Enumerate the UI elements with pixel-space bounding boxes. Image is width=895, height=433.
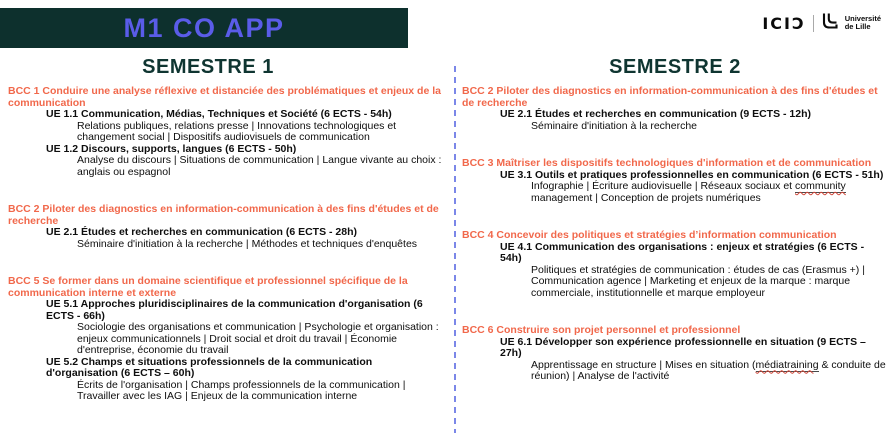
bcc-heading: BCC 6 Construire son projet personnel et professionnel	[462, 324, 741, 336]
bcc-block	[8, 204, 445, 250]
ue-course-list	[8, 155, 445, 178]
ue-course-list	[8, 239, 445, 251]
bcc-block	[462, 230, 888, 299]
ue-course-list	[8, 380, 445, 403]
semester-2-column	[462, 55, 888, 409]
semester-divider	[454, 66, 456, 433]
bcc-block	[8, 86, 445, 178]
ue-title: UE 1.1 Communication, Médias, Techniques et Société (6 ECTS - 54h)	[46, 108, 392, 120]
semester-heading: SEMESTRE 2	[609, 56, 741, 78]
course-text: Séminaire d'initiation à la recherche | Méthodes et techniques d'enquêtes	[77, 237, 418, 250]
university-name-line2: de Lille	[844, 22, 871, 31]
ue-title: UE 5.1 Approches pluridisciplinaires de la communication d'organisation (6 ECTS - 66h)	[46, 298, 423, 322]
ue-course-list	[462, 121, 888, 133]
ue-title: UE 3.1 Outils et pratiques professionnelles en communication (6 ECTS - 51h)	[500, 168, 884, 181]
logo-divider	[813, 15, 814, 32]
ue-title: UE 2.1 Études et recherches en communication (9 ECTS - 12h)	[500, 108, 812, 120]
bcc-heading: BCC 5 Se former dans un domaine scientifique et professionnel spécifique de la communication interne et externe	[8, 275, 408, 299]
ue-title: UE 1.2 Discours, supports, langues (6 ECTS - 50h)	[46, 142, 297, 155]
course-text: Infographie | Écriture audiovisuelle | Réseaux sociaux et	[531, 180, 796, 192]
ue-course-list	[8, 121, 445, 144]
course-text: Relations publiques, relations presse | Innovations technologiques et changement social | Dispositifs audiovisuels de communication	[77, 119, 397, 143]
course-text: Analyse du discours | Situations de communication | Langue vivante au choix : anglais ou espagnol	[77, 154, 442, 178]
course-text: Politiques et stratégies de communication : études de cas (Erasmus +) | Communication agence | Marketing et enjeux de la marque : marque commerciale, institutionnelle et marque employeur	[531, 263, 865, 299]
ue-course-list	[462, 360, 888, 383]
course-text: Séminaire d'initiation à la recherche	[531, 119, 698, 132]
ue-course-list	[462, 181, 888, 204]
course-text: management | Conception de projets numériques	[531, 191, 761, 204]
ue-title: UE 6.1 Développer son expérience professionnelle en situation (9 ECTS – 27h)	[500, 335, 866, 359]
ue-title: UE 5.2 Champs et situations professionnels de la communication d'organisation (6 ECTS – 60h)	[46, 355, 373, 379]
spellchecked-word: médiatraining	[755, 358, 819, 371]
program-title: M1 CO APP	[123, 12, 285, 43]
university-name-line1: Université	[844, 14, 881, 23]
program-title-bar	[0, 8, 408, 48]
course-text: Écrits de l'organisation | Champs professionnels de la communication | Travailler avec les IAG | Enjeux de la communication interne	[77, 378, 406, 402]
bcc-block	[462, 86, 888, 132]
ue-course-list	[462, 265, 888, 300]
ue-course-list	[8, 322, 445, 357]
course-text: Apprentissage en structure | Mises en situation (	[531, 358, 756, 371]
bcc-heading: BCC 3 Maîtriser les dispositifs technologiques d'information et de communication	[462, 157, 872, 169]
logo-group	[762, 11, 881, 35]
bcc-heading: BCC 1 Conduire une analyse réflexive et distanciée des problématiques et enjeux de la communication	[8, 85, 441, 109]
bcc-heading: BCC 4 Concevoir des politiques et stratégies d’information communication	[462, 229, 837, 241]
ue-title: UE 2.1 Études et recherches en communication (6 ECTS - 28h)	[46, 226, 358, 238]
bcc-block	[462, 158, 888, 204]
ue-title: UE 4.1 Communication des organisations : enjeux et stratégies (6 ECTS - 54h)	[500, 240, 865, 264]
universite-de-lille-wordmark	[845, 15, 881, 31]
bcc-heading: BCC 2 Piloter des diagnostics en information-communication à des fins d'études et de recherche	[462, 85, 878, 109]
universite-de-lille-logo-icon	[821, 12, 838, 35]
semester-2-blocks	[462, 86, 888, 383]
course-text: & conduite de réunion) | Analyse de l'activité	[531, 358, 886, 382]
bcc-block	[8, 276, 445, 403]
bcc-block	[462, 325, 888, 383]
semester-1-column	[8, 55, 445, 429]
semester-1-blocks	[8, 86, 445, 403]
semester-heading: SEMESTRE 1	[142, 56, 274, 78]
bcc-heading: BCC 2 Piloter des diagnostics en information-communication à des fins d'études et de recherche	[8, 203, 439, 227]
course-text: Sociologie des organisations et communication | Psychologie et organisation : enjeux communicationnels | Droit social et droit du travail | Économie d'entreprise, économie du travail	[77, 321, 439, 356]
icid-logo: ICIƆ	[762, 13, 806, 33]
spellchecked-word: community	[795, 180, 846, 192]
